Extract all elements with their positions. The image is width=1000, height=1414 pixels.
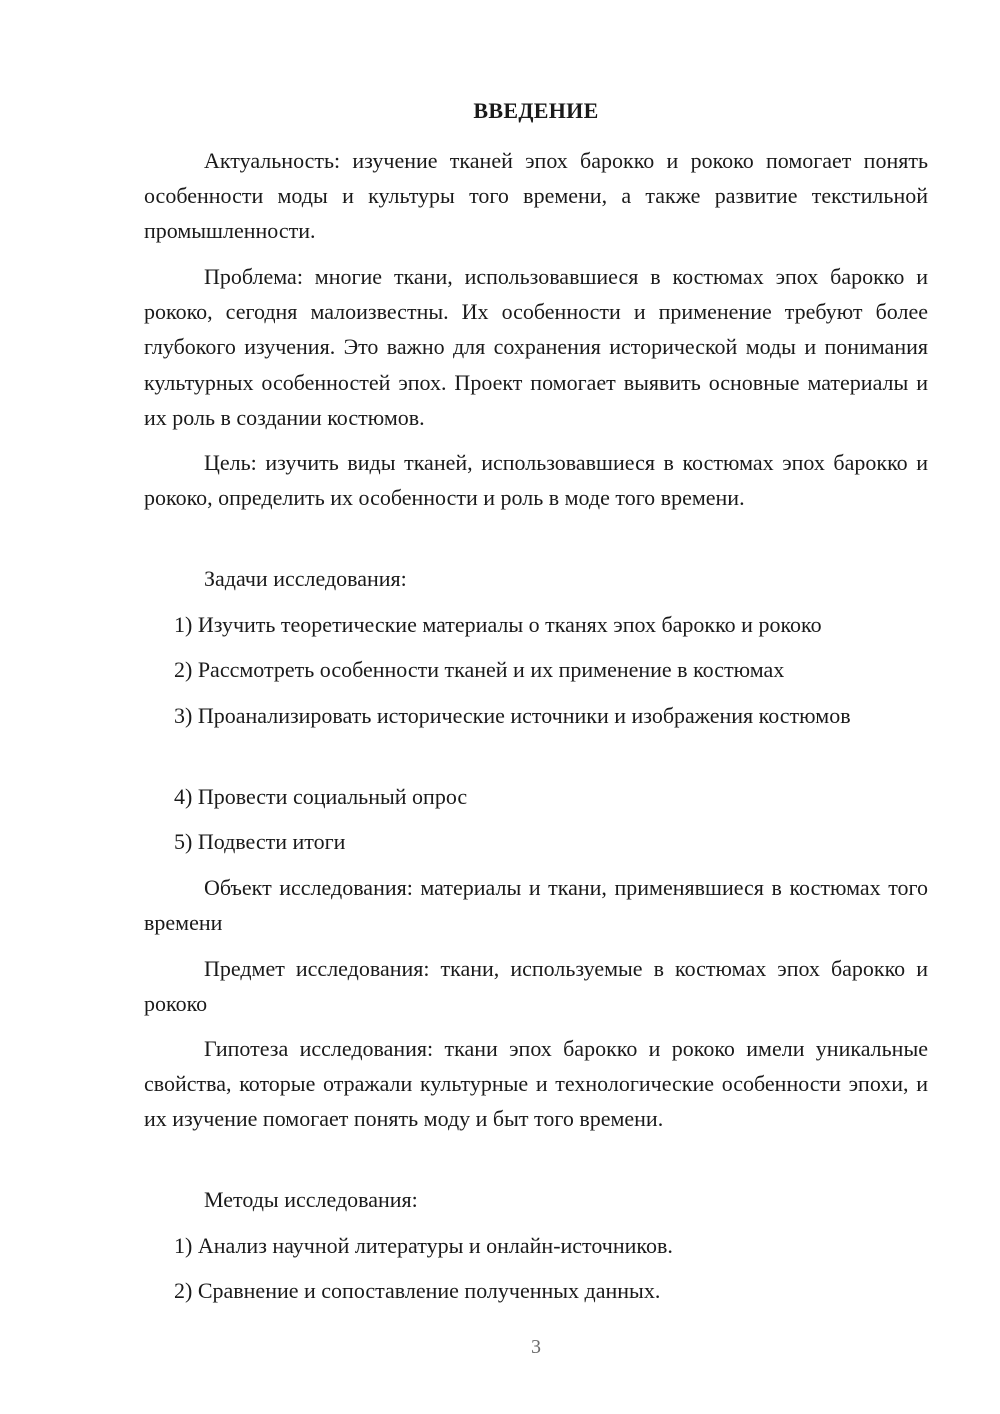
task-item-4: 4) Провести социальный опрос (174, 784, 468, 809)
task-item-5: 5) Подвести итоги (174, 829, 346, 854)
method-item-2: 2) Сравнение и сопоставление полученных данных. (174, 1278, 661, 1303)
task-item-1: 1) Изучить теоретические материалы о тканях эпох барокко и рококо (174, 612, 822, 637)
document-page (144, 0, 928, 1414)
subject-paragraph: Предмет исследования: ткани, используемые в костюмах эпох барокко и рококо (144, 956, 928, 1017)
task-item-2: 2) Рассмотреть особенности тканей и их применение в костюмах (174, 657, 785, 682)
section-heading: ВВЕДЕНИЕ (473, 98, 599, 123)
relevance-paragraph: Актуальность: изучение тканей эпох барокко и рококо помогает понять особенности моды и культуры того времени, а также развитие текстильной промышленности. (144, 148, 928, 244)
tasks-title: Задачи исследования: (204, 566, 407, 591)
task-item-3: 3) Проанализировать исторические источники и изображения костюмов (174, 703, 851, 728)
hypothesis-paragraph: Гипотеза исследования: ткани эпох барокко и рококо имели уникальные свойства, которые отражали культурные и технологические особенности эпохи, и их изучение помогает понять моду и быт того времени. (144, 1036, 928, 1132)
object-paragraph: Объект исследования: материалы и ткани, применявшиеся в костюмах того времени (144, 875, 928, 936)
page-number: 3 (531, 1336, 541, 1358)
goal-paragraph: Цель: изучить виды тканей, использовавшиеся в костюмах эпох барокко и рококо, определить их особенности и роль в моде того времени. (144, 450, 928, 511)
method-item-1: 1) Анализ научной литературы и онлайн-источников. (174, 1233, 673, 1258)
methods-title: Методы исследования: (204, 1187, 418, 1212)
problem-paragraph: Проблема: многие ткани, использовавшиеся в костюмах эпох барокко и рококо, сегодня малоизвестны. Их особенности и применение требуют более глубокого изучения. Это важно для сохранения исторической моды и понимания культурных особенностей эпох. Проект помогает выявить основные материалы и их роль в создании костюмов. (144, 264, 928, 430)
